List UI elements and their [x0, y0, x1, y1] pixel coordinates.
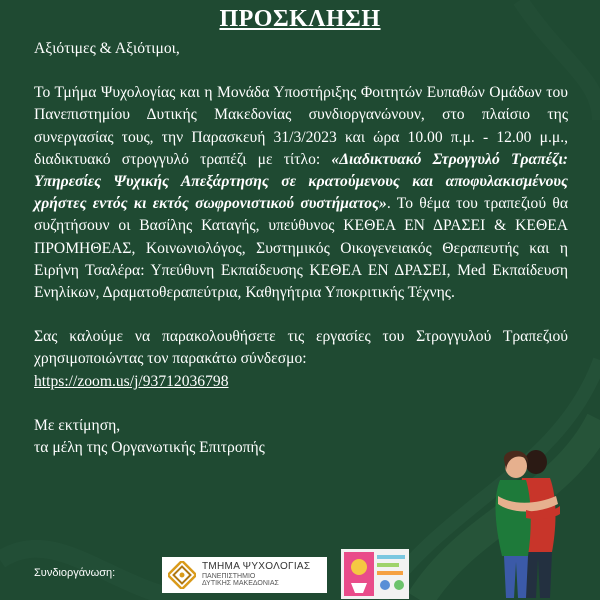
university-emblem-icon [168, 561, 196, 589]
logo-line-1: ΤΜΗΜΑ ΨΥΧΟΛΟΓΙΑΣ [202, 561, 311, 573]
logo-line-3: ΔΥΤΙΚΗΣ ΜΑΚΕΔΟΝΙΑΣ [202, 580, 279, 588]
paragraph-intro: Το Τμήμα Ψυχολογίας και η Μονάδα Υποστήριξης Φοιτητών Ευπαθών Ομάδων του Πανεπιστημίου Δυτικής Μακεδονίας συνδιοργανώνουν, στο πλαίσιο της συνεργασίας τους, την Παρασκευή 31/3/2023 και ώρα 10.00 π.μ. - 12.00 μ.μ., διαδικτυακό στρογγυλό τραπέζι με τίτλο: [34, 84, 568, 168]
closing: Με εκτίμηση, [34, 416, 121, 434]
paragraph-details [34, 82, 568, 304]
invitation-body [34, 38, 568, 459]
zoom-link[interactable]: https://zoom.us/j/93712036798 [34, 372, 229, 390]
logo-line-2: ΠΑΝΕΠΙΣΤΗΜΙΟ [202, 572, 256, 580]
co-organization-label: Συνδιοργάνωση: [34, 567, 116, 579]
page-title: ΠΡΟΣΚΛΗΣΗ [219, 6, 381, 32]
psychology-department-logo [162, 557, 327, 593]
paragraph-invitation: Σας καλούμε να παρακολουθήσετε τις εργασίες του Στρογγυλού Τραπεζιού χρησιμοποιώντας τον παρακάτω σύνδεσμο: [34, 328, 568, 368]
greeting: Αξιότιμες & Αξιότιμοι, [34, 40, 180, 57]
paragraph-rest: . Το θέμα του τραπεζιού θα συζητήσουν οι Βασίλης Καταγής, υπεύθυνος ΚΕΘΕΑ ΕΝ ΔΡΑΣΕΙ & ΚΕΘΕΑ ΠΡΟΜΗΘΕΑΣ, Κοινωνιολόγος, Συστημικός Οικογενειακός Θεραπευτής και η Ειρήνη Τσαλέρα: Υπεύθυνη Εκπαίδευσης ΚΕΘΕΑ ΕΝ ΔΡΑΣΕΙ, Med Εκπαίδευση Ενηλίκων, Δραματοθεραπεύτρια, Καθηγήτρια Υποκριτικής Τέχνης. [34, 195, 568, 302]
event-title: «Διαδικτυακό Στρογγυλό Τραπέζι: Υπηρεσίες Ψυχικής Απεξάρτησης σε κρατούμενους και αποφυλακισμένους χρήστες εντός κι εκτός σωφρονιστικού συστήματος» [34, 150, 569, 213]
hugging-people-illustration [478, 440, 574, 600]
signature: τα μέλη της Οργανωτικής Επιτροπής [34, 439, 265, 457]
support-unit-logo [341, 549, 409, 599]
